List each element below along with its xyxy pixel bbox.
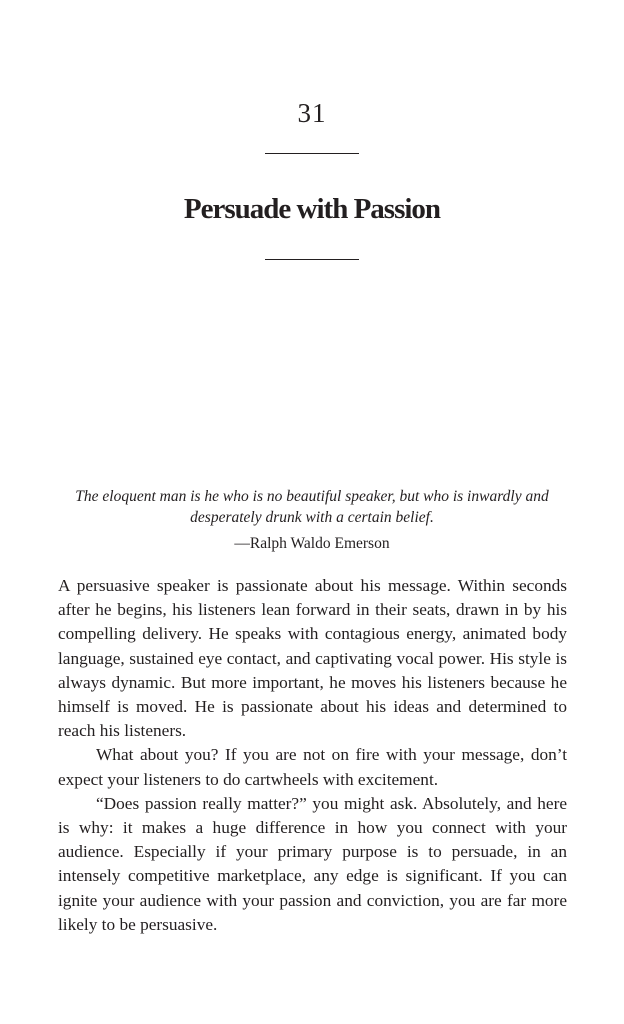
body-text (58, 574, 567, 937)
title-rule-top (265, 153, 359, 154)
title-rule-bottom (265, 259, 359, 260)
epigraph-quote: The eloquent man is he who is no beautiful speaker, but who is inwardly and desperately drunk with a certain belief. (75, 488, 549, 526)
chapter-number: 31 (297, 98, 327, 128)
chapter-title: Persuade with Passion (183, 193, 441, 225)
paragraph: “Does passion really matter?” you might ask. Absolutely, and here is why: it makes a huge difference in how you connect with your audience. Especially if your primary purpose is to persuade, in an intensely competitive marketplace, any edge is significant. If you can ignite your audience with your passion and conviction, you are far more likely to be persuasive. (58, 793, 567, 934)
paragraph: A persuasive speaker is passionate about his message. Within seconds after he begins, his listeners lean forward in their seats, drawn in by his compelling delivery. He speaks with contagious energy, animated body language, sustained eye contact, and captivating vocal power. His style is always dynamic. But more important, he moves his listeners because he himself is moved. He is passionate about his ideas and determined to reach his listeners. (58, 576, 567, 741)
epigraph-attribution: —Ralph Waldo Emerson (234, 535, 390, 552)
paragraph: What about you? If you are not on fire with your message, don’t expect your listeners to do cartwheels with excitement. (58, 745, 567, 789)
